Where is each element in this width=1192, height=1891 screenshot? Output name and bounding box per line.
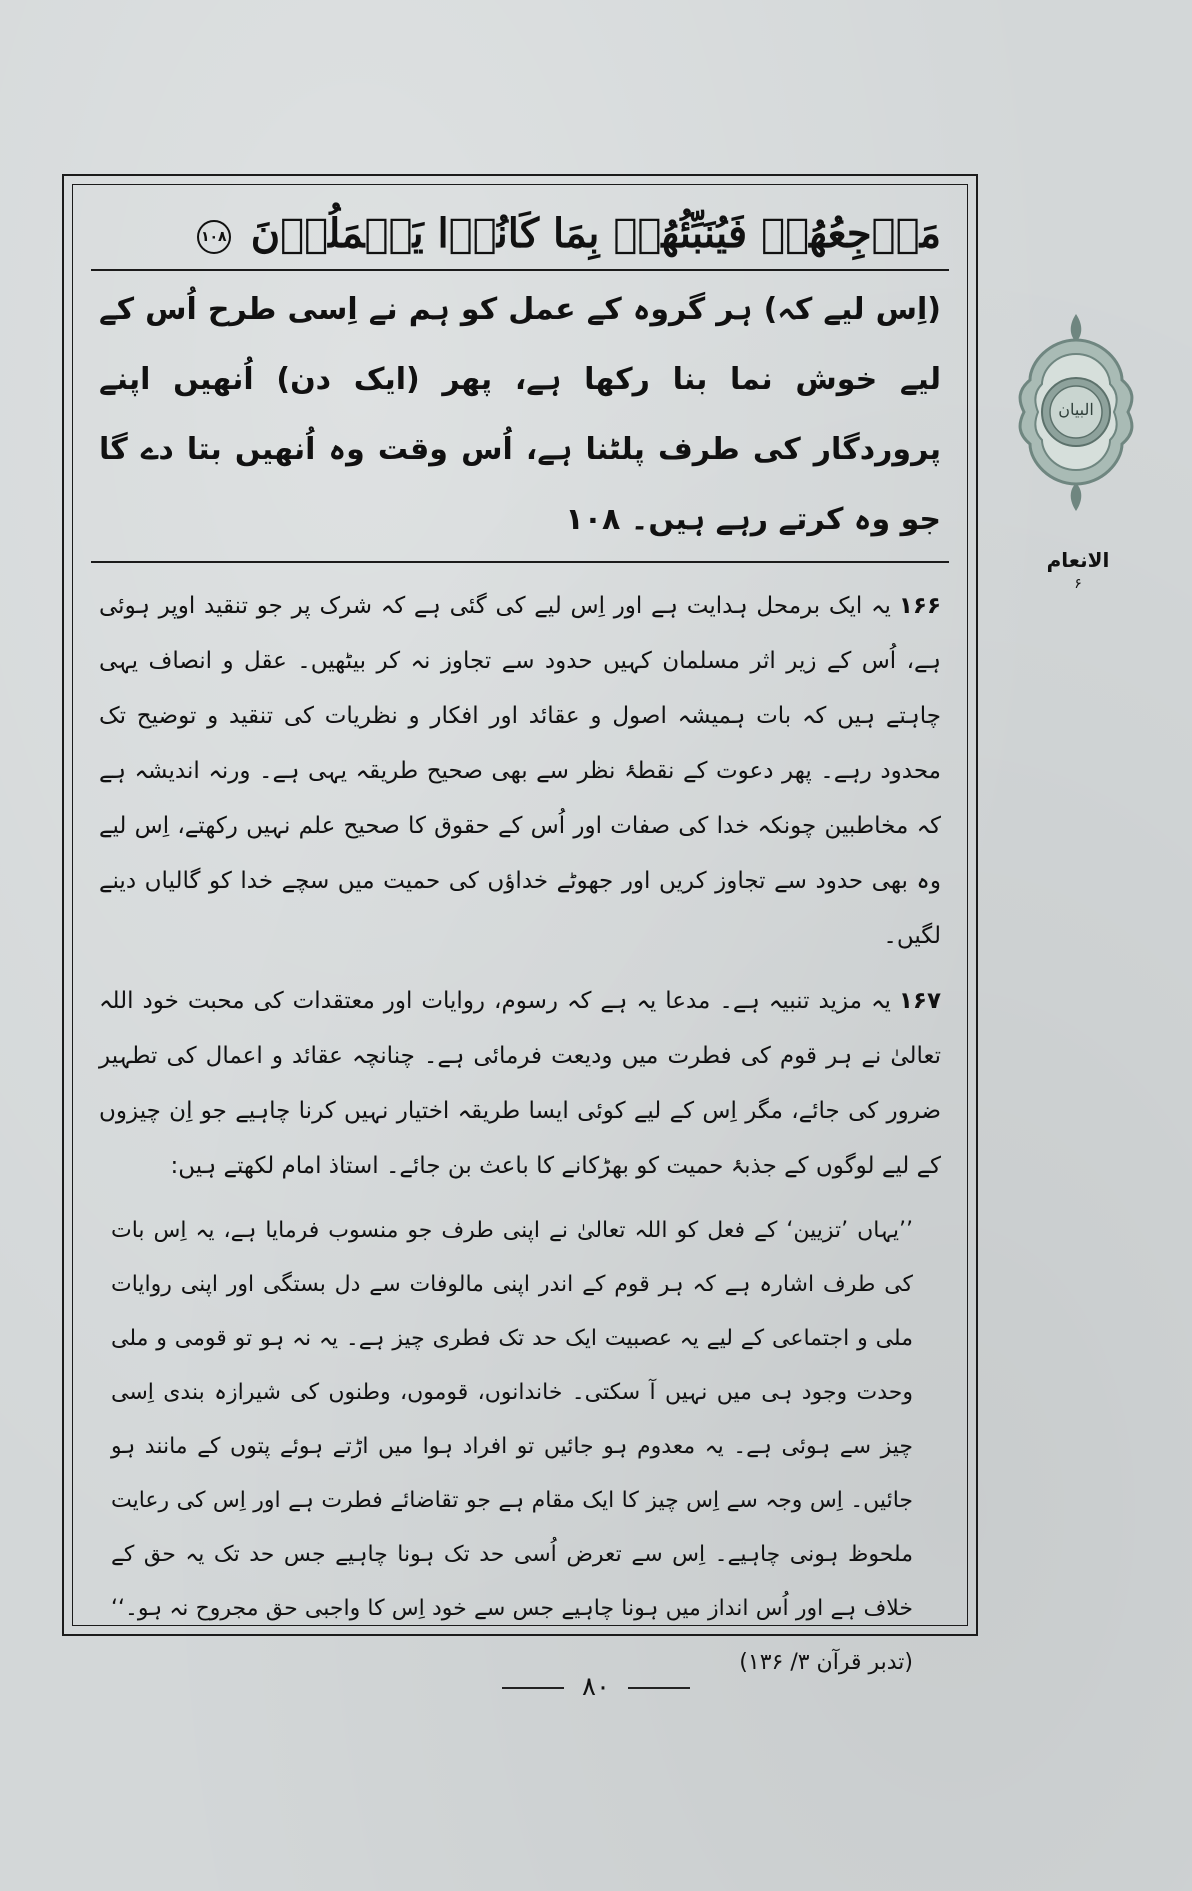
quote-text: ’’یہاں ’تزیین‘ کے فعل کو اللہ تعالیٰ نے اپنی طرف جو منسوب فرمایا ہے، یہ اِس بات کی طرف اشارہ ہے کہ ہر قوم کے اندر اپنی مالوفات سے دل بستگی اور اپنی روایات ملی و اجتماعی کے لیے یہ عصبیت ایک حد تک فطری چیز ہے۔ یہ نہ ہو تو قومی و ملی وحدت وجود ہی میں نہیں آ سکتی۔ خاندانوں، قوموں، وطنوں کی شیرازہ بندی اِسی چیز سے ہوئی ہے۔ یہ معدوم ہو جائیں تو افراد ہوا میں اڑتے ہوئے پتوں کے مانند ہو جائیں۔ اِس وجہ سے اِس چیز کا ایک مقام ہے جو تقاضائے فطرت ہے اور اِس کی رعایت ملحوظ ہونی چاہیے۔ اِس سے تعرض اُسی حد تک ہونا چاہیے جس حد تک یہ حق کے خلاف ہے اور اُس انداز میں ہونا چاہیے جس سے خود اِس کا واجبی حق مجروح نہ ہو۔‘‘ (تدبر قرآن ۳/ ۱۳۶) [111, 1218, 913, 1675]
notes-section [99, 563, 941, 1690]
page-number-dash-left [502, 1687, 564, 1689]
surah-label [1018, 548, 1138, 596]
page-number-footer [0, 1672, 1192, 1702]
note-167 [99, 974, 941, 1194]
page-frame [62, 174, 978, 1675]
ornament-label: البيان [1058, 400, 1094, 419]
note-text: یہ مزید تنبیہ ہے۔ مدعا یہ ہے کہ رسوم، روایات اور معتقدات کی محبت خود اللہ تعالیٰ نے ہر قوم کی فطرت میں ودیعت فرمائی ہے۔ چنانچہ عقائد و اعمال کی تطہیر ضرور کی جائے، مگر اِس کے لیے کوئی ایسا طریقہ اختیار نہیں کرنا چاہیے جو اِن چیزوں کے لیے لوگوں کے جذبۂ حمیت کو بھڑکانے کا باعث بن جائے۔ استاذ امام لکھتے ہیں: [99, 988, 941, 1179]
note-number: ۱۶۷ [898, 988, 941, 1014]
page-number: ۸۰ [582, 1672, 610, 1702]
al-bayan-ornament [1010, 310, 1142, 515]
translation-text: (اِس لیے کہ) ہر گروہ کے عمل کو ہم نے اِسی طرح اُس کے لیے خوش نما بنا رکھا ہے، پھر (ایک دن) اُنھیں اپنے پروردگار کی طرف پلٹنا ہے، اُس وقت وہ اُنھیں بتا دے گا جو وہ کرتے رہے ہیں۔ ۱۰۸ [99, 292, 941, 537]
page-frame-inner [72, 184, 968, 1675]
ayah-text: مَرۡجِعُهُمۡ فَيُنَبِّئُهُمۡ بِمَا كَانُوۡا يَعۡمَلُوۡنَ [250, 210, 941, 257]
surah-number: ۶ [1074, 576, 1082, 592]
page-content [99, 199, 941, 1675]
note-number: ۱۶۶ [898, 593, 941, 619]
surah-name: الانعام [1046, 548, 1110, 572]
translation-paragraph [99, 271, 941, 561]
ayah-number-marker: ۱۰۸ [197, 220, 231, 254]
page-number-dash-right [628, 1687, 690, 1689]
note-text: یہ ایک برمحل ہدایت ہے اور اِس لیے کی گئی ہے کہ شرک پر جو تنقید اوپر ہوئی ہے، اُس کے زیر اثر مسلمان کہیں حدود سے تجاوز نہ کر بیٹھیں۔ عقل و انصاف یہی چاہتے ہیں کہ بات ہمیشہ اصول و عقائد اور افکار و نظریات کی تنقید و توضیح تک محدود رہے۔ پھر دعوت کے نقطۂ نظر سے بھی صحیح طریقہ یہی ہے۔ ورنہ اندیشہ ہے کہ مخاطبین چونکہ خدا کی صفات اور اُس کے حقوق کا صحیح علم نہیں رکھتے، اِس لیے وہ بھی حدود سے تجاوز کریں اور جھوٹے خداؤں کی حمیت میں سچے خدا کو گالیاں دینے لگیں۔ [99, 593, 941, 949]
ayah-line [99, 199, 941, 269]
note-166 [99, 579, 941, 964]
block-quote [99, 1204, 941, 1690]
